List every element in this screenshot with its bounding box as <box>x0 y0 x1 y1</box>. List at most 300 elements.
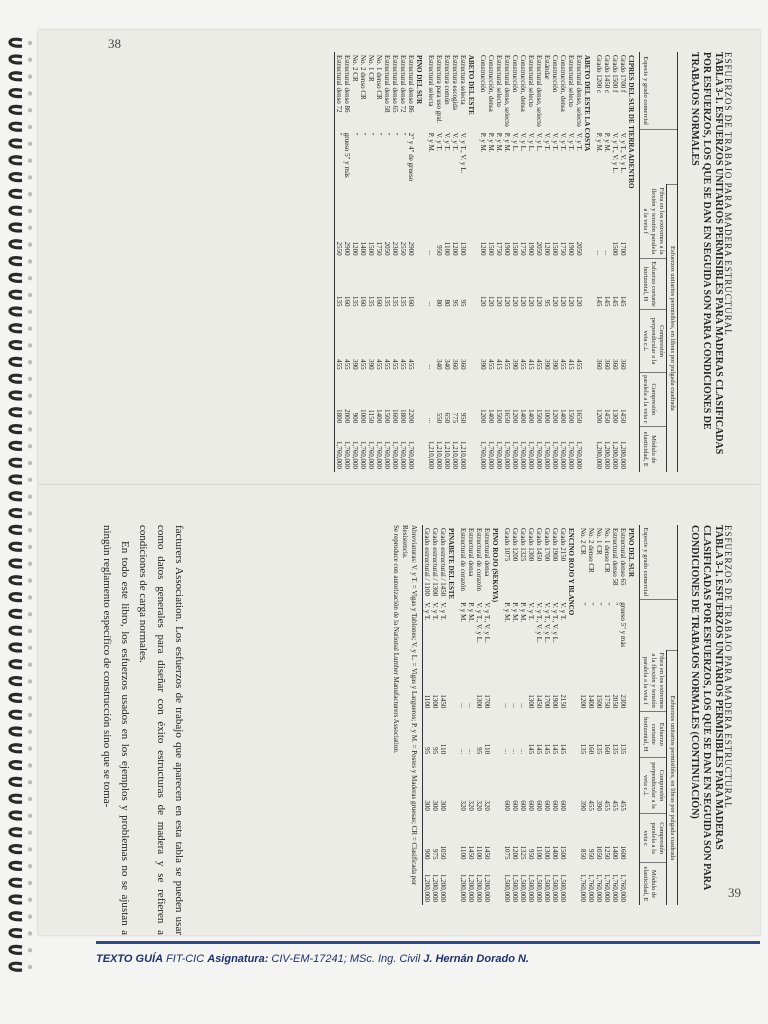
table-cell: 1,760,000 <box>479 441 487 469</box>
table-cell: Estructural denso 72 <box>399 55 407 113</box>
spiral-ring <box>10 862 22 869</box>
table-cell: Estructura selecta <box>459 55 467 105</box>
spiral-ring <box>10 526 22 533</box>
table-row <box>587 525 595 905</box>
table-cell: 1,200,000 <box>431 874 439 902</box>
table-cell: 95 <box>423 711 432 757</box>
binding-hole <box>28 646 32 650</box>
binding-hole <box>28 259 32 263</box>
table-cell: 360 <box>619 359 627 370</box>
table-cell: 135 <box>367 296 375 307</box>
table-cell: 1,760,000 <box>535 441 543 469</box>
table-cell: 1,760,000 <box>527 441 535 469</box>
table-cell: V. y L. <box>535 132 543 152</box>
table-cell: Grado 1450 <box>535 528 543 562</box>
table-row <box>579 525 587 905</box>
table-cell: 2050 <box>611 694 619 709</box>
col-shear: Esfuerzo cortante horizontal, H <box>640 711 667 757</box>
footer-mid: FIT-CIC <box>163 953 208 965</box>
table-cell: 1100 <box>443 241 451 256</box>
spiral-ring <box>10 963 22 970</box>
binding-hole <box>28 242 32 246</box>
spiral-ring <box>10 409 22 416</box>
table-cell: Estructural denso 86 <box>407 55 415 113</box>
table-cell: ... <box>467 748 475 755</box>
table-cell: P. y M. <box>519 602 527 623</box>
binding-hole <box>28 830 32 834</box>
table-cell: Estructural selecto <box>495 55 503 107</box>
group-label: ENCINO ROJO Y BLANCO <box>567 528 575 616</box>
table-cell: 455 <box>383 359 391 370</box>
table-cell: 600 <box>511 800 519 811</box>
table-cell: P. y M. <box>495 132 503 153</box>
table-cell: V. y L. <box>527 132 535 152</box>
table-cell: Construcción <box>511 55 519 93</box>
table-cell: 110 <box>439 743 447 755</box>
table-cell: 1200 <box>511 409 519 424</box>
table-row <box>435 52 443 472</box>
table-cell: 1500 <box>511 241 519 256</box>
table-cell: 600 <box>551 800 559 811</box>
table-cell: 135 <box>391 296 399 307</box>
binding-hole <box>28 108 32 112</box>
table-row <box>559 52 567 472</box>
table-row <box>443 52 451 472</box>
table-cell: " <box>579 602 587 606</box>
table-cell: Estructural denso 58 <box>611 528 619 586</box>
binding-hole <box>28 763 32 767</box>
table-cell: P. y M. <box>459 602 467 623</box>
table-cell: 340 <box>435 359 443 370</box>
table-cell: 1,760,000 <box>595 874 603 902</box>
table-cell: " <box>335 130 344 184</box>
table-cell: 120 <box>527 296 535 307</box>
spiral-ring <box>10 778 22 785</box>
table-cell: 1500 <box>383 409 391 424</box>
table-cell: Estructural denso, selecto <box>503 55 511 127</box>
spiral-ring <box>10 610 22 617</box>
table-cell: 1200 <box>595 409 603 424</box>
table-cell: 390 <box>595 800 603 811</box>
table-row <box>595 52 603 472</box>
table-cell: P. y M. <box>427 132 435 153</box>
binding-hole <box>28 545 32 549</box>
table-cell: 300 <box>431 800 439 811</box>
group-label: CIPRES DEL SUR DE TIERRA ADENTRO <box>627 55 635 189</box>
table-cell: 1,200,000 <box>475 874 483 902</box>
table-cell: 455 <box>619 800 627 811</box>
table-cell: Grado 1700 f <box>619 55 627 93</box>
col-use <box>640 599 678 650</box>
binding-hole <box>28 427 32 431</box>
table-cell: V. y T. <box>527 602 535 621</box>
table-cell: 1400 <box>519 409 527 424</box>
table-cell: 1400 <box>587 694 595 709</box>
table-cell: 160 <box>359 296 367 307</box>
table-row <box>503 525 511 905</box>
table-row <box>603 52 611 472</box>
binding-hole <box>28 293 32 297</box>
table-cell: 1450 <box>483 845 491 860</box>
table-cell: Estructural denso, selecto <box>535 55 543 127</box>
table-cell: 1800 <box>399 409 407 424</box>
spiral-ring <box>10 661 22 668</box>
spiral-ring <box>10 39 22 46</box>
spiral-ring <box>10 258 22 265</box>
page-number-right: 39 <box>728 885 741 900</box>
table-cell: 135 <box>351 296 359 307</box>
table-row <box>527 525 535 905</box>
table-cell: V. y T. <box>575 132 583 152</box>
table-cell: Estructural denso 72 <box>335 52 344 130</box>
binding-hole <box>28 595 32 599</box>
table-cell: 1,210,000 <box>459 441 467 469</box>
table-cell: 415 <box>495 359 503 370</box>
spiral-ring <box>10 291 22 298</box>
table-cell: 120 <box>575 296 583 307</box>
spiral-ring <box>10 174 22 181</box>
table-cell: 1,760,000 <box>495 441 503 469</box>
table-row <box>451 52 459 472</box>
table-row <box>367 52 375 472</box>
table-cell: 1000 <box>543 409 551 424</box>
table-cell: 950 <box>459 412 467 424</box>
table-cell: V. y T., V. y L. <box>535 602 543 643</box>
table-cell: 120 <box>479 296 487 307</box>
table-cell: 1,210,000 <box>427 441 435 469</box>
binding-hole <box>28 713 32 717</box>
table-cell: 1400 <box>375 409 383 424</box>
spiral-ring <box>10 157 22 164</box>
col-shear: Esfuerzo cortante horizontal, H <box>640 259 667 310</box>
col-modulus: Módulo de elasticidad, E <box>640 426 667 472</box>
table-cell: 1200 <box>451 241 459 256</box>
table-cell: 120 <box>503 296 511 307</box>
table-cell: 360 <box>611 359 619 370</box>
table-row <box>467 525 475 905</box>
table-cell: 900 <box>423 814 432 863</box>
col-comp-perp: Compresión perpendicular a la veta c⊥ <box>640 310 667 373</box>
running-head-right: ESFUERZOS DE TRABAJO PARA MADERA ESTRUCTURAL <box>723 525 733 809</box>
table-cell: " <box>367 132 375 136</box>
table-cell: 390 <box>367 359 375 370</box>
table-cell: 135 <box>611 743 619 755</box>
table-cell: 455 <box>519 359 527 370</box>
table-group-row <box>567 525 579 905</box>
table-cell: 160 <box>343 296 351 307</box>
table-cell: 455 <box>603 800 611 811</box>
binding-hole <box>28 948 32 952</box>
table-cell: 390 <box>511 359 519 370</box>
table-cell: 1,760,000 <box>575 441 583 469</box>
col-comp-par: Compresión paralela a la veta c <box>640 373 667 427</box>
table-cell: 135 <box>383 296 391 307</box>
table-cell: 600 <box>559 800 567 811</box>
table-cell: Estructura común <box>443 55 451 105</box>
spiral-ring <box>10 140 22 147</box>
col-flexion: Fibra en los extremos a la flexión y tensión paralela a la veta f <box>640 184 667 258</box>
group-label: PINO DEL SUR <box>627 528 635 578</box>
spiral-ring <box>10 627 22 634</box>
spiral-ring <box>10 224 22 231</box>
group-header: Esfuerzos unitarios permisibles, en libras por pulgada cuadrada <box>667 650 678 905</box>
table-cell: Estructural de corazón <box>459 528 467 591</box>
table-cell: 1,200,000 <box>619 441 627 469</box>
table-cell: No. 1 denso CR <box>603 528 611 573</box>
spiral-ring <box>10 829 22 836</box>
binding-hole <box>28 797 32 801</box>
table-cell: 360 <box>459 359 467 370</box>
table-cell: P. y M. <box>595 132 603 153</box>
binding-hole <box>28 478 32 482</box>
spiral-ring <box>10 342 22 349</box>
table-cell: 360 <box>595 359 603 370</box>
spiral-ring <box>10 459 22 466</box>
table-cell: 1,760,000 <box>559 441 567 469</box>
table-cell: grueso 5" y más <box>619 602 627 648</box>
table-cell: V. y L. <box>511 132 519 152</box>
table-cell: 1,760,000 <box>399 441 407 469</box>
spiral-ring <box>10 745 22 752</box>
table-cell: Estructural selecta <box>427 55 435 107</box>
paragraph-2: En todo este libro, los esfuerzos usados en los ejemplos y problemas no se ajustan a ningún reglamento específico de construcción sino que se toma- <box>101 525 131 935</box>
table-cell: P. y M. <box>511 602 519 623</box>
table-cell: 1400 <box>359 241 367 256</box>
spiral-ring <box>10 795 22 802</box>
table-cell: 1700 <box>543 694 551 709</box>
table-cell: 1650 <box>575 409 583 424</box>
table-cell: No. 2 CR <box>351 55 359 82</box>
table-cell: 110 <box>483 743 491 755</box>
table-cell: Grado 1325 <box>519 528 527 562</box>
binding-hole <box>28 310 32 314</box>
table-cell: P. y M. <box>479 132 487 153</box>
table-cell: 1150 <box>367 409 375 424</box>
table-row <box>535 52 543 472</box>
table-cell: 1,760,000 <box>519 441 527 469</box>
spiral-ring <box>10 560 22 567</box>
table-row <box>383 52 391 472</box>
col-species: Especie y grado comercial <box>640 52 678 130</box>
table-cell: Estructural densa <box>467 528 475 577</box>
table-cell: 160 <box>603 743 611 755</box>
table-row <box>535 525 543 905</box>
table-cell: 1200 <box>351 241 359 256</box>
binding-hole <box>28 629 32 633</box>
spiral-ring <box>10 711 22 718</box>
table-row <box>375 52 383 472</box>
table-cell: 550 <box>435 412 443 424</box>
col-species: Especie y grado comercial <box>640 525 678 599</box>
spiral-ring <box>10 812 22 819</box>
spiral-ring <box>10 476 22 483</box>
table-group-row <box>627 525 640 905</box>
table-cell: ... <box>595 250 603 256</box>
table-cell: 1,200,000 <box>423 863 432 905</box>
spiral-ring <box>10 358 22 365</box>
table-cell: 95 <box>459 299 467 307</box>
table-cell: 120 <box>519 296 527 307</box>
table-cell: V. y T. <box>451 132 459 152</box>
table-cell: 2300 <box>391 241 399 256</box>
table-cell: ... <box>519 703 527 709</box>
table-cell: 360 <box>603 359 611 370</box>
table-cell: Grado estructural / 1450 <box>439 528 447 597</box>
table-cell: 1500 <box>567 409 575 424</box>
table-cell: 2000 <box>343 409 351 424</box>
table-cell: 1,210,000 <box>443 441 451 469</box>
binding-hole <box>28 74 32 78</box>
binding-hole <box>28 528 32 532</box>
table-cell: " <box>587 602 595 606</box>
table-cell: 135 <box>595 743 603 755</box>
table-cell: 135 <box>579 743 587 755</box>
table-cell: 1,760,000 <box>551 441 559 469</box>
table-cell: 1900 <box>503 241 511 256</box>
table-cell: 1,760,000 <box>611 874 619 902</box>
table-cell: 1750 <box>559 241 567 256</box>
table-cell: 1300 <box>475 694 483 709</box>
table-row <box>511 525 519 905</box>
table-cell: V. y T. <box>559 132 567 152</box>
col-comp-par: Compresión paralela a la veta c <box>640 814 667 863</box>
table-cell: 1,760,000 <box>407 441 415 469</box>
table-cell: 1300 <box>611 409 619 424</box>
binding-hole <box>28 746 32 750</box>
table-cell: Estructural denso 58 <box>383 55 391 113</box>
table-2 <box>391 525 678 905</box>
table-cell: 1250 <box>603 845 611 860</box>
table-cell: 1,760,000 <box>375 441 383 469</box>
table-row <box>559 525 567 905</box>
binding-hole <box>28 377 32 381</box>
table-cell: Estándar <box>543 55 551 80</box>
binding-hole <box>28 679 32 683</box>
table-2-notes <box>391 525 418 905</box>
table-cell: 1400 <box>487 409 495 424</box>
table-cell: 145 <box>543 743 551 755</box>
table-cell: 775 <box>451 412 459 424</box>
table-cell: No. 2 denso CR <box>587 528 595 573</box>
table-cell: ... <box>519 748 527 755</box>
group-header: Esfuerzos unitarios permisibles, en libras por pulgada cuadrada <box>667 184 678 472</box>
table-cell: P. y M. <box>487 132 495 153</box>
spiral-ring <box>10 577 22 584</box>
table-cell: 600 <box>527 800 535 811</box>
table-cell: 320 <box>467 800 475 811</box>
table-row <box>335 52 344 472</box>
table-cell: Grado 1200 c <box>595 55 603 94</box>
table-cell: 1,760,000 <box>383 441 391 469</box>
col-modulus: Módulo de elasticidad, E <box>640 863 667 905</box>
table-cell: 1,760,000 <box>487 441 495 469</box>
table-row <box>495 52 503 472</box>
table-row <box>407 52 415 472</box>
table-cell: 1,200,000 <box>459 874 467 902</box>
table-cell: 145 <box>527 743 535 755</box>
table-cell: Estructural densa <box>483 528 491 577</box>
binding-hole <box>28 881 32 885</box>
table-cell: Grado 2150 <box>559 528 567 562</box>
table-cell: 1300 <box>527 694 535 709</box>
table-cell: 1100 <box>475 845 483 860</box>
table-cell: 120 <box>567 296 575 307</box>
table-cell: V. y T., V. y L. <box>459 132 467 174</box>
table-cell: " <box>351 132 359 136</box>
table-cell: 1450 <box>603 409 611 424</box>
table-cell: 1,200,000 <box>483 874 491 902</box>
binding-hole <box>28 125 32 129</box>
table-cell: 455 <box>587 800 595 811</box>
binding-hole <box>28 192 32 196</box>
spiral-ring <box>10 879 22 886</box>
group-label: PINABETE DEL ESTE <box>447 528 455 600</box>
table-cell: V. y T. <box>431 602 439 621</box>
table-cell: 1750 <box>495 241 503 256</box>
binding-hole <box>28 209 32 213</box>
note-abbreviations: Abreviaturas: V. y T. = Vigas y Tablones; V. y L. = Vigas y Largueros; P. y M. = Postes y Maderas gruesas; CR = Clasificada por Resistencia. <box>401 525 418 886</box>
table-cell: 1200 <box>551 409 559 424</box>
table-cell: 1,760,000 <box>391 441 399 469</box>
table-cell: 1400 <box>551 845 559 860</box>
table-cell: 455 <box>575 359 583 370</box>
binding-hole <box>28 276 32 280</box>
table-row <box>551 525 559 905</box>
table-cell: 300 <box>439 800 447 811</box>
table-row <box>399 52 407 472</box>
table-cell: 1200 <box>511 845 519 860</box>
table-cell: 1,500,000 <box>559 874 567 902</box>
footer-subject-label: Asignatura: <box>207 953 269 965</box>
binding-hole <box>28 343 32 347</box>
table-row <box>543 525 551 905</box>
table-cell: " <box>359 132 367 136</box>
table-cell: 1,200,000 <box>603 441 611 469</box>
table-cell: 950 <box>587 849 595 860</box>
table-cell: ... <box>427 364 435 370</box>
table-row <box>423 525 432 905</box>
table-cell: 95 <box>431 747 439 755</box>
footer-subject: CIV-EM-17241; MSc. Ing. Civil <box>268 953 424 965</box>
table-cell: Estructural selecto <box>567 55 575 107</box>
table-cell: ... <box>459 703 467 709</box>
footer-rule <box>96 941 760 944</box>
table-row <box>459 52 467 472</box>
table-cell: 135 <box>399 296 407 307</box>
binding-hole <box>28 444 32 448</box>
table-row <box>619 525 627 905</box>
table-cell: 1050 <box>439 845 447 860</box>
binding-hole <box>28 142 32 146</box>
table-row <box>359 52 367 472</box>
spiral-ring <box>10 190 22 197</box>
table-cell: " <box>383 132 391 136</box>
spiral-ring <box>10 207 22 214</box>
table-cell: V. y T., V. y L. <box>543 602 551 643</box>
note-source: Se reproduce con autorización de la National Lumber Manufacturers Association. <box>392 525 400 754</box>
spiral-ring <box>10 678 22 685</box>
table-cell: 1450 <box>439 694 447 709</box>
table-group-row <box>467 52 479 472</box>
table-cell: 1,500,000 <box>551 874 559 902</box>
table-cell: 1450 <box>467 845 475 860</box>
table-cell: P. y M. <box>503 602 511 623</box>
table-cell: 455 <box>611 800 619 811</box>
table-cell: 340 <box>443 359 451 370</box>
table-cell: " <box>603 602 611 606</box>
table-cell: 1,760,000 <box>503 441 511 469</box>
table-cell: Estructural de corazón <box>475 528 483 591</box>
